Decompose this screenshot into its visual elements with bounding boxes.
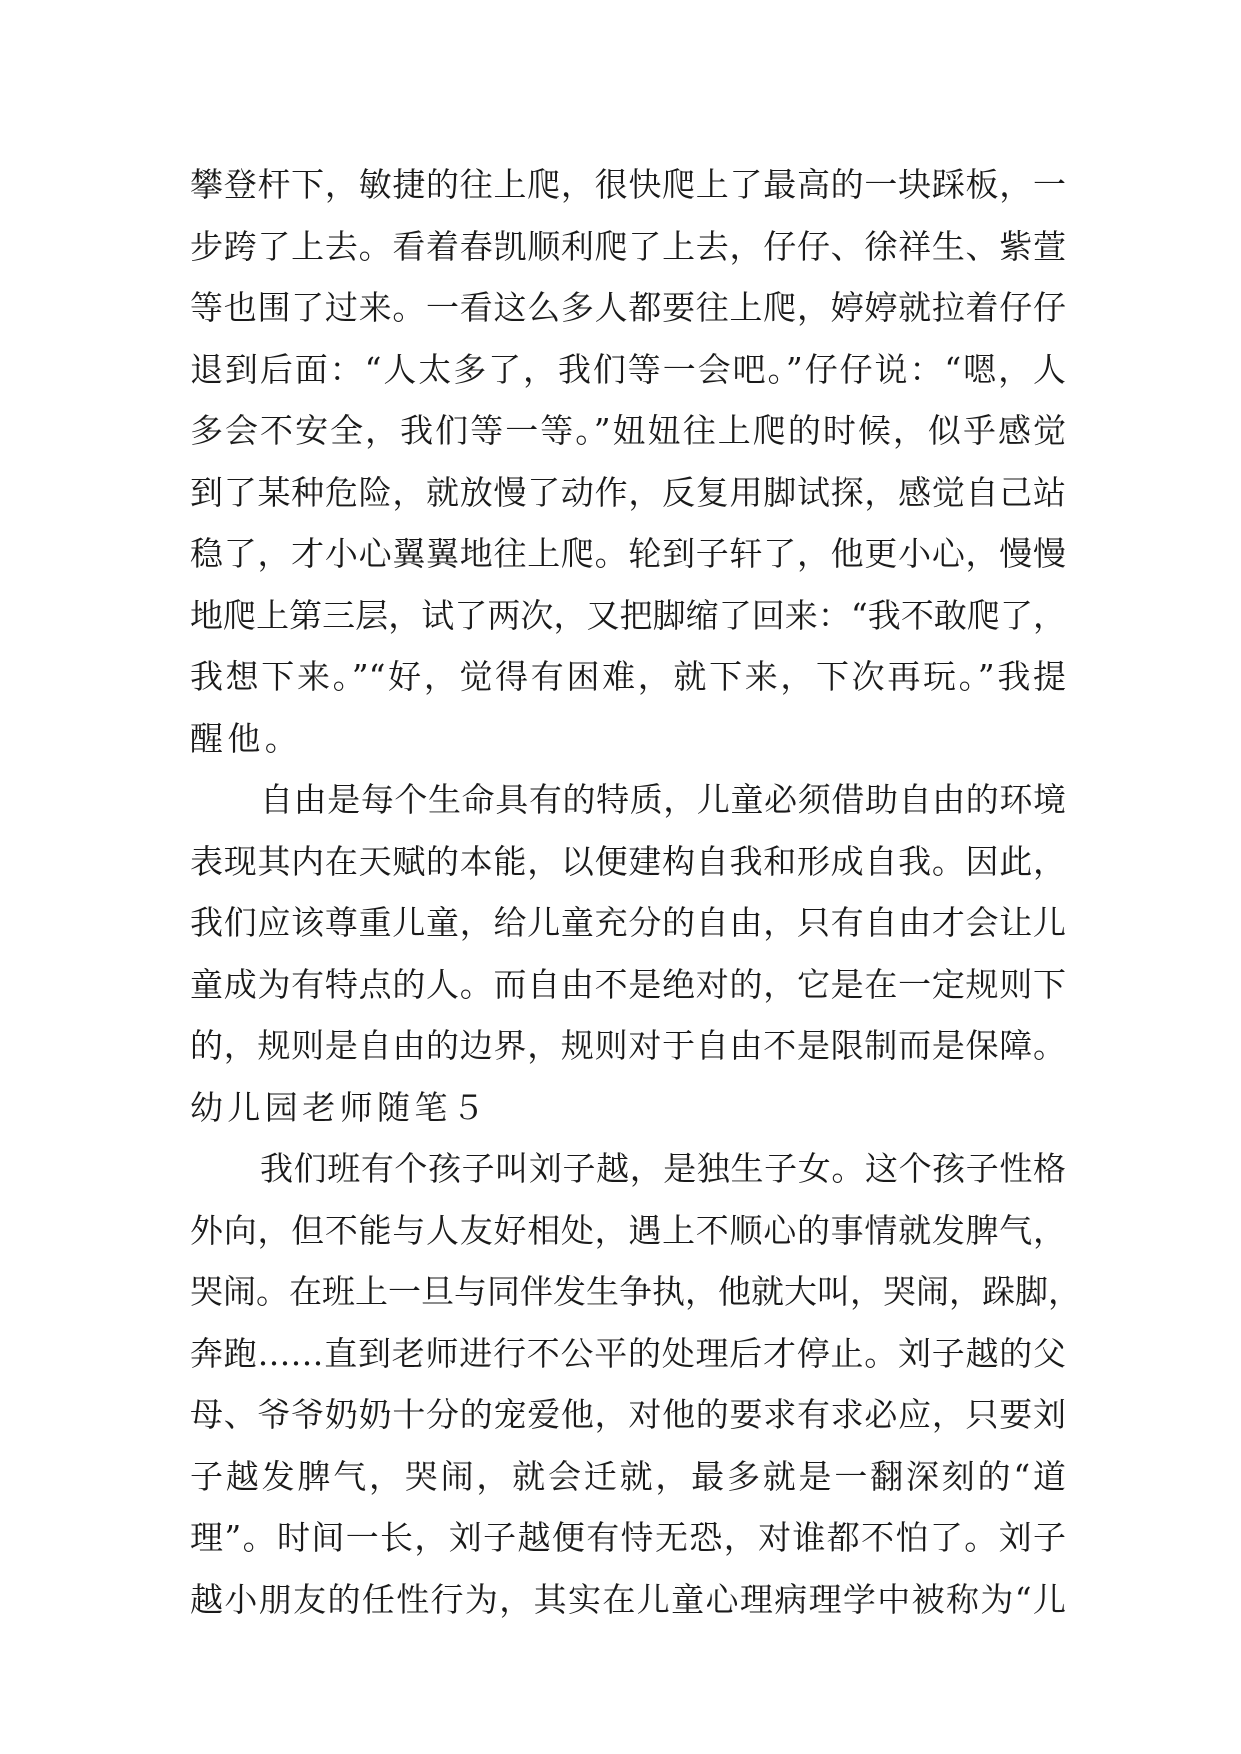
text-line: 退到后面：“人太多了，我们等一会吧。”仔仔说：“嗯，人 — [190, 349, 1066, 389]
text-line: 奔跑……直到老师进行不公平的处理后才停止。刘子越的父 — [190, 1333, 1066, 1373]
text-line: 步跨了上去。看着春凯顺利爬了上去，仔仔、徐祥生、紫萱 — [190, 226, 1066, 266]
text-line: 我想下来。”“好，觉得有困难，就下来，下次再玩。”我提 — [190, 657, 1066, 696]
text-line: 越小朋友的任性行为，其实在儿童心理病理学中被称为“儿 — [190, 1579, 1066, 1619]
text-line: 地爬上第三层，试了两次，又把脚缩了回来：“我不敢爬了， — [190, 595, 1066, 635]
text-line: 攀登杆下，敏捷的往上爬，很快爬上了最高的一块踩板，一 — [190, 165, 1066, 204]
paragraph-start-line: 我们班有个孩子叫刘子越，是独生子女。这个孩子性格 — [260, 1149, 1066, 1188]
document-body — [190, 154, 1081, 1630]
text-line: 表现其内在天赋的本能，以便建构自我和形成自我。因此， — [190, 841, 1066, 881]
text-line: 醒他。 — [190, 718, 303, 758]
text-line: 母、爷爷奶奶十分的宠爱他，对他的要求有求必应，只要刘 — [190, 1395, 1066, 1434]
text-line: 的，规则是自由的边界，规则对于自由不是限制而是保障。 — [190, 1026, 1066, 1065]
text-line: 稳了，才小心翼翼地往上爬。轮到子轩了，他更小心，慢慢 — [190, 534, 1066, 573]
text-line: 哭闹。在班上一旦与同伴发生争执，他就大叫，哭闹，跺脚， — [190, 1272, 1081, 1311]
text-line: 我们应该尊重儿童，给儿童充分的自由，只有自由才会让儿 — [190, 903, 1066, 942]
text-line: 理”。时间一长，刘子越便有恃无恐，对谁都不怕了。刘子 — [190, 1518, 1066, 1557]
text-line: 到了某种危险，就放慢了动作，反复用脚试探，感觉自己站 — [190, 472, 1066, 512]
text-line: 多会不安全，我们等一等。”妞妞往上爬的时候，似乎感觉 — [190, 411, 1066, 450]
text-line: 子越发脾气，哭闹，就会迁就，最多就是一翻深刻的“道 — [190, 1456, 1066, 1496]
text-line: 等也围了过来。一看这么多人都要往上爬，婷婷就拉着仔仔 — [190, 288, 1066, 327]
text-line: 外向，但不能与人友好相处，遇上不顺心的事情就发脾气， — [190, 1210, 1066, 1250]
paragraph-start-line: 自由是每个生命具有的特质，儿童必须借助自由的环境 — [260, 780, 1066, 819]
text-line: 童成为有特点的人。而自由不是绝对的，它是在一定规则下 — [190, 964, 1066, 1004]
section-heading: 幼儿园老师随笔５ — [190, 1087, 490, 1127]
